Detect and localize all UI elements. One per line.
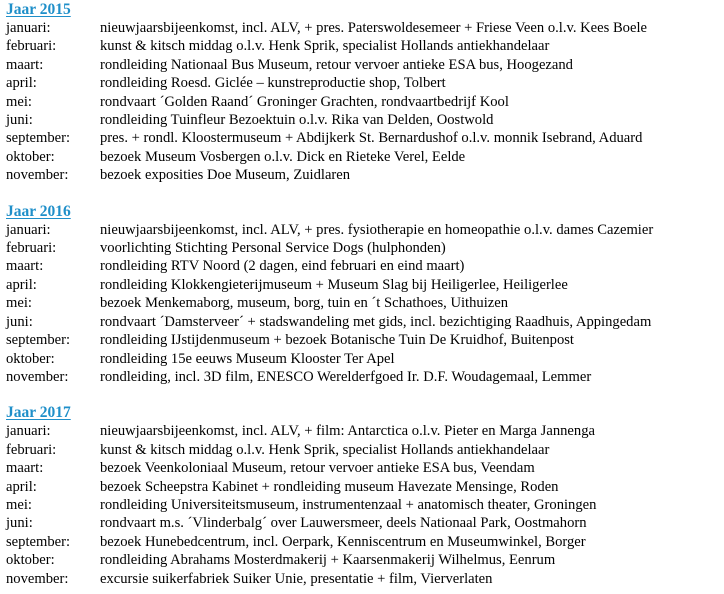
month-label: november: <box>6 368 69 385</box>
month-label: mei: <box>6 295 32 312</box>
year-section-2015 <box>6 1 718 185</box>
activity-row <box>6 551 718 569</box>
activity-description: nieuwjaarsbijeenkomst, incl. ALV, + pres. fysiotherapie en homeopathie o.l.v. dames Cazemier <box>100 221 654 238</box>
month-label: februari: <box>6 240 57 257</box>
month-label: november: <box>6 167 69 184</box>
activity-row <box>6 422 718 440</box>
month-label: mei: <box>6 496 32 513</box>
activity-document <box>6 1 718 588</box>
activity-row <box>6 56 718 74</box>
year-heading: Jaar 2017 <box>6 404 71 422</box>
month-label: september: <box>6 533 71 550</box>
month-label: april: <box>6 478 37 495</box>
month-label: januari: <box>6 423 51 440</box>
month-label: maart: <box>6 258 44 275</box>
activity-description: rondleiding RTV Noord (2 dagen, eind februari en eind maart) <box>100 258 465 275</box>
month-label: oktober: <box>6 148 55 165</box>
activity-row <box>6 93 718 111</box>
month-label: oktober: <box>6 350 55 367</box>
activity-row <box>6 129 718 147</box>
year-heading: Jaar 2015 <box>6 1 71 18</box>
month-label: juni: <box>6 112 33 129</box>
month-label: november: <box>6 570 69 587</box>
activity-description: bezoek Museum Vosbergen o.l.v. Dick en Rieteke Verel, Eelde <box>100 148 466 165</box>
month-label: maart: <box>6 460 44 477</box>
year-heading: Jaar 2016 <box>6 202 71 220</box>
activity-row <box>6 166 718 184</box>
month-label: oktober: <box>6 552 55 569</box>
month-label: mei: <box>6 93 32 110</box>
activity-row <box>6 459 718 477</box>
activity-row <box>6 331 718 349</box>
activity-description: rondleiding Klokkengieterijmuseum + Museum Slag bij Heiligerlee, Heiligerlee <box>100 276 568 293</box>
month-label: april: <box>6 276 37 293</box>
activity-description: kunst & kitsch middag o.l.v. Henk Sprik, specialist Hollands antiekhandelaar <box>100 441 550 458</box>
month-label: februari: <box>6 38 57 55</box>
activity-row <box>6 350 718 368</box>
activity-description: bezoek Hunebedcentrum, incl. Oerpark, Kenniscentrum en Museumwinkel, Borger <box>100 533 586 550</box>
activity-row <box>6 533 718 551</box>
activity-row <box>6 257 718 275</box>
activity-description: rondleiding Nationaal Bus Museum, retour vervoer antieke ESA bus, Hoogezand <box>100 56 573 73</box>
activity-description: rondvaart m.s. ´Vlinderbalg´ over Lauwersmeer, deels Nationaal Park, Oostmahorn <box>100 515 587 532</box>
month-label: juni: <box>6 313 33 330</box>
activity-description: bezoek Veenkoloniaal Museum, retour vervoer antieke ESA bus, Veendam <box>100 460 535 477</box>
activity-description: nieuwjaarsbijeenkomst, incl. ALV, + film: Antarctica o.l.v. Pieter en Marga Jannenga <box>100 423 595 440</box>
month-label: januari: <box>6 20 51 36</box>
month-label: juni: <box>6 515 33 532</box>
activity-row <box>6 441 718 459</box>
activity-row <box>6 221 718 239</box>
activity-description: bezoek exposities Doe Museum, Zuidlaren <box>100 167 351 184</box>
activity-row <box>6 19 718 37</box>
month-label: september: <box>6 130 71 147</box>
year-section-2017 <box>6 404 718 588</box>
activity-row <box>6 276 718 294</box>
activity-description: rondleiding Universiteitsmuseum, instrumentenzaal + anatomisch theater, Groningen <box>100 496 597 513</box>
activity-description: rondleiding Roesd. Giclée – kunstreproductie shop, Tolbert <box>100 75 446 92</box>
activity-row <box>6 368 718 386</box>
activity-row <box>6 239 718 257</box>
activity-description: bezoek Menkemaborg, museum, borg, tuin en ´t Schathoes, Uithuizen <box>100 295 508 312</box>
activity-description: bezoek Scheepstra Kabinet + rondleiding museum Havezate Mensinge, Roden <box>100 478 559 495</box>
activity-description: rondvaart ´Golden Raand´ Groninger Grachten, rondvaartbedrijf Kool <box>100 93 509 110</box>
activity-description: rondleiding Abrahams Mosterdmakerij + Kaarsenmakerij Wilhelmus, Eenrum <box>100 552 556 569</box>
activity-description: rondleiding 15e eeuws Museum Klooster Ter Apel <box>100 350 395 367</box>
activity-description: excursie suikerfabriek Suiker Unie, presentatie + film, Vierverlaten <box>100 570 493 587</box>
activity-row <box>6 478 718 496</box>
activity-row <box>6 570 718 588</box>
activity-description: voorlichting Stichting Personal Service Dogs (hulphonden) <box>100 240 446 257</box>
activity-description: rondleiding, incl. 3D film, ENESCO Werelderfgoed Ir. D.F. Woudagemaal, Lemmer <box>100 368 592 385</box>
activity-description: rondleiding IJstijdenmuseum + bezoek Botanische Tuin De Kruidhof, Buitenpost <box>100 332 574 349</box>
activity-description: kunst & kitsch middag o.l.v. Henk Sprik, specialist Hollands antiekhandelaar <box>100 38 550 55</box>
activity-row <box>6 111 718 129</box>
activity-row <box>6 74 718 92</box>
month-label: april: <box>6 75 37 92</box>
activity-row <box>6 37 718 55</box>
activity-row <box>6 294 718 312</box>
month-label: september: <box>6 332 71 349</box>
activity-row <box>6 496 718 514</box>
activity-description: rondleiding Tuinfleur Bezoektuin o.l.v. Rika van Delden, Oostwold <box>100 112 494 129</box>
activity-description: rondvaart ´Damsterveer´ + stadswandeling met gids, incl. bezichtiging Raadhuis, Appingedam <box>100 313 652 330</box>
activity-row <box>6 313 718 331</box>
year-section-2016 <box>6 203 718 387</box>
activity-description: pres. + rondl. Kloostermuseum + Abdijkerk St. Bernardushof o.l.v. monnik Isebrand, Aduard <box>100 130 643 147</box>
activity-row <box>6 514 718 532</box>
month-label: januari: <box>6 221 51 238</box>
month-label: februari: <box>6 441 57 458</box>
activity-row <box>6 148 718 166</box>
month-label: maart: <box>6 56 44 73</box>
activity-description: nieuwjaarsbijeenkomst, incl. ALV, + pres. Paterswoldesemeer + Friese Veen o.l.v. Kees Boele <box>100 20 647 36</box>
